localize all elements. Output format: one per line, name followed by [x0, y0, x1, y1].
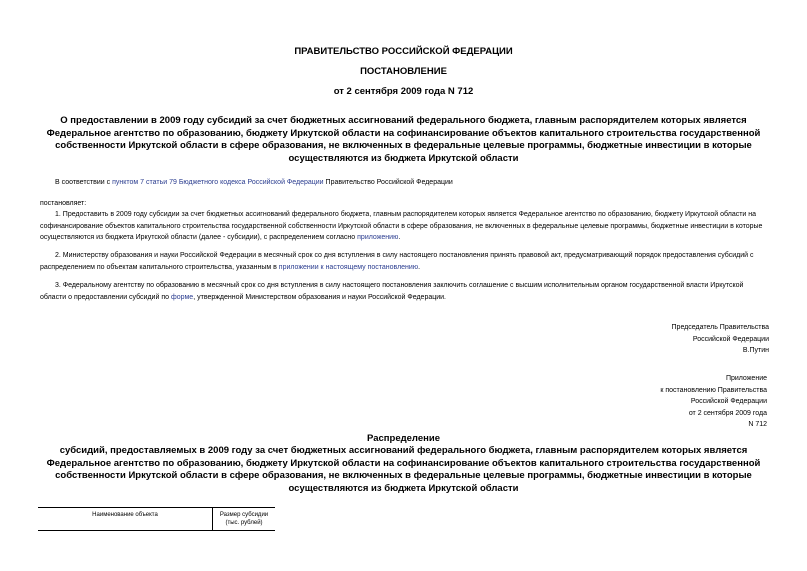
- item-3: [40, 280, 768, 303]
- item-2: [40, 250, 768, 273]
- preamble-link[interactable]: пунктом 7 статьи 79 Бюджетного кодекса Российской Федерации: [112, 179, 324, 186]
- signature-line-2: Российской Федерации: [692, 335, 769, 343]
- table-header-amount-line-1: Размер субсидии: [219, 512, 269, 518]
- document-type: ПОСТАНОВЛЕНИЕ: [360, 66, 447, 77]
- appendix-line-3: Российской Федерации: [690, 398, 767, 405]
- appendix-line-5: N 712: [748, 421, 767, 428]
- item-1-text: 1. Предоставить в 2009 году субсидии за счет бюджетных ассигнований федерального бюджета, главным распорядителем которых является Федеральное агентство по образованию, бюджету Иркутской области на софинансирование объектов капитального строительства государственной собственности Иркутской области в сфере образования, не включенных в федеральные целевые программы, бюджетные инвестиции в которые осуществляются из бюджета Иркутской области (далее - субсидии), с распределением согласно: [40, 211, 763, 241]
- distribution-table: [38, 507, 275, 531]
- appendix-line-1: Приложение: [725, 375, 767, 382]
- item-1-link[interactable]: приложению: [357, 234, 399, 241]
- resolves-text: постановляет:: [40, 200, 87, 207]
- item-1-end: .: [398, 234, 401, 241]
- signature-line-1: Председатель Правительства: [671, 324, 769, 331]
- table-header-amount-line-2: (тыс. рублей): [225, 520, 263, 526]
- item-2-end: .: [418, 263, 421, 271]
- appendix-block: [567, 373, 767, 431]
- item-3-link[interactable]: форме: [170, 293, 194, 301]
- document-title: О предоставлении в 2009 году субсидий за счет бюджетных ассигнований федерального бюджета, главным распорядителем которых является Федеральное агентство по образованию, бюджету Иркутской области на софинансирование объектов капитального строительства государственной собственности Иркутской области в сфере образования, не включенных в федеральные целевые программы, бюджетные инвестиции в которые осуществляются из бюджета Иркутской области: [46, 115, 761, 164]
- preamble-prefix: В соответствии с: [55, 179, 113, 186]
- preamble: [40, 177, 768, 189]
- appendix-line-4: от 2 сентября 2009 года: [688, 409, 767, 417]
- preamble-suffix: Правительство Российской Федерации: [323, 179, 453, 186]
- table-header-object: Наименование объекта: [38, 508, 213, 531]
- distribution-subtitle: субсидий, предоставляемых в 2009 году за счет бюджетных ассигнований федерального бюджета, главным распорядителем которых является Федеральное агентство по образованию, бюджету Иркутской области на софинансирование объектов капитального строительства государственной собственности Иркутской области в сфере образования, не включенных в федеральные целевые программы, бюджетные инвестиции в которые осуществляются из бюджета Иркутской области: [46, 445, 761, 494]
- table-header-row: [38, 508, 275, 531]
- table-header-amount: [213, 508, 276, 531]
- item-1: [40, 209, 768, 244]
- signature-line-3: В.Путин: [742, 347, 769, 354]
- item-3-text: 3. Федеральному агентству по образованию в месячный срок со дня вступления в силу настоящего постановления заключить соглашение с высшим исполнительным органом государственной власти Иркутской области о предоставлении субсидий по: [40, 282, 744, 301]
- item-2-link[interactable]: приложении к настоящему постановлению: [278, 263, 419, 271]
- item-2-text: 2. Министерству образования и науки Российской Федерации в месячный срок со дня вступления в силу настоящего постановления принять правовой акт, предусматривающий порядок предоставления субсидий с распределением по объектам капитального строительства, указанным в: [40, 252, 754, 271]
- document-date-number: от 2 сентября 2009 года N 712: [333, 86, 474, 97]
- distribution-title: Распределение: [367, 433, 440, 444]
- signature-block: [569, 322, 769, 357]
- item-3-end: , утвержденной Министерством образования и науки Российской Федерации.: [193, 293, 447, 301]
- government-heading: ПРАВИТЕЛЬСТВО РОССИЙСКОЙ ФЕДЕРАЦИИ: [294, 46, 513, 57]
- appendix-line-2: к постановлению Правительства: [660, 386, 767, 394]
